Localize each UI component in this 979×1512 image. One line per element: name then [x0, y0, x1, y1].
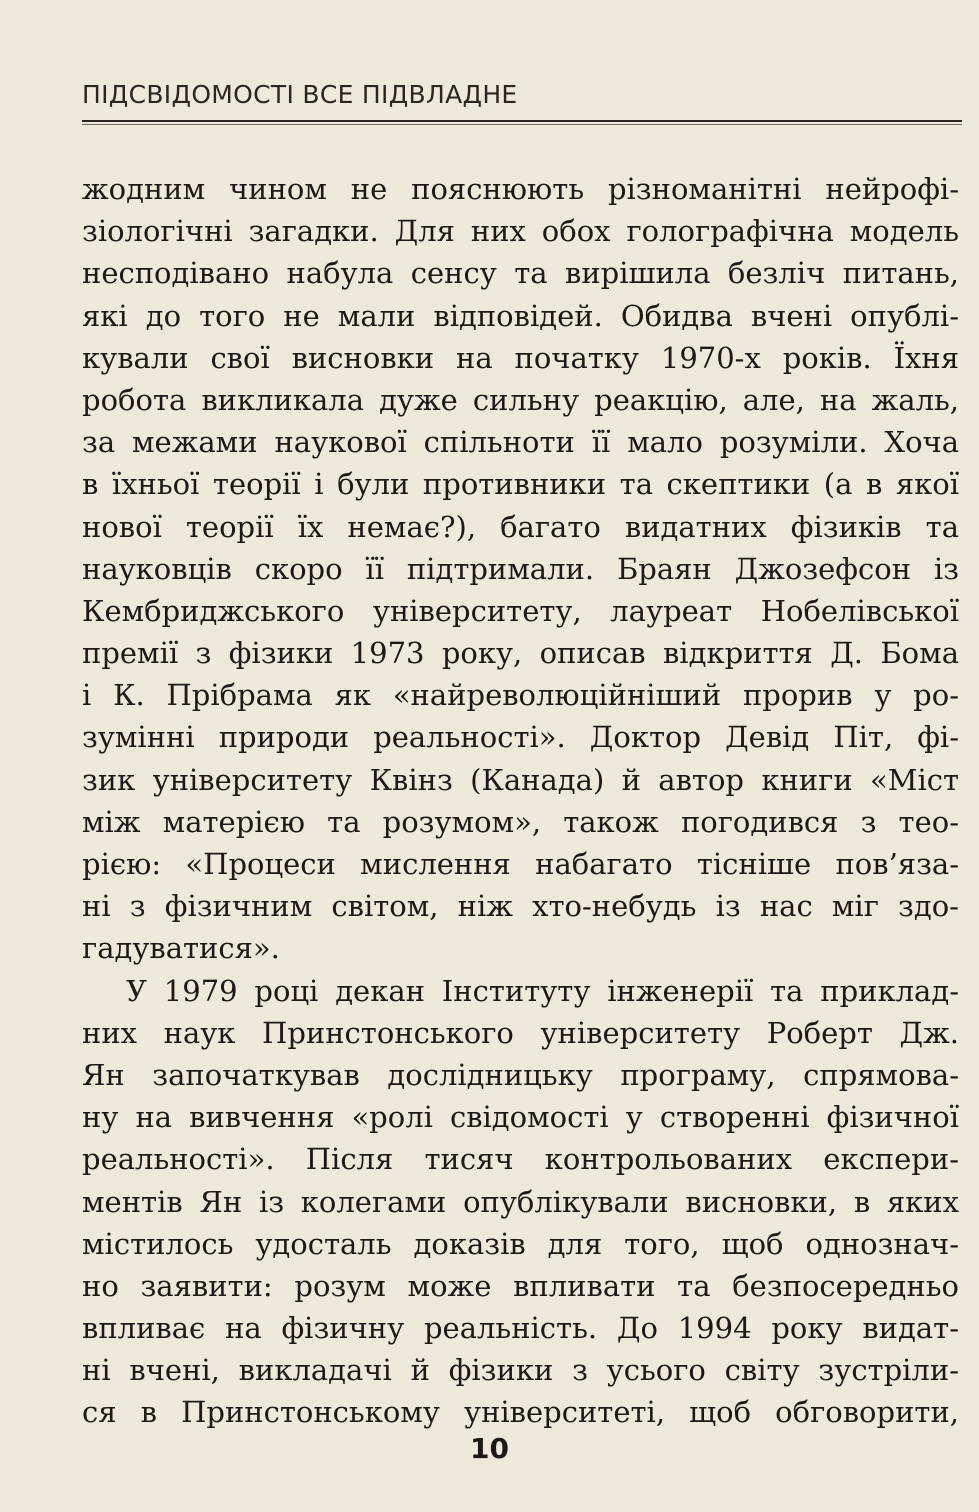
- text-line: які до того не мали відповідей. Обидва вчені опублі-: [82, 298, 959, 333]
- text-line: зумінні природи реальності». Доктор Девід Піт, фі-: [82, 720, 959, 755]
- text-line: премії з фізики 1973 року, описав відкриття Д. Бома: [82, 636, 959, 671]
- text-line: науковців скоро її підтримали. Браян Джозефсон із: [82, 551, 959, 586]
- body-text: [82, 168, 959, 1434]
- text-line: но заявити: розум може впливати та безпосередньо: [82, 1268, 959, 1303]
- text-line: них наук Принстонського університету Роберт Дж.: [82, 1015, 959, 1050]
- running-head: ПІДСВІДОМОСТІ ВСЕ ПІДВЛАДНЕ: [82, 80, 518, 109]
- text-line: ні вчені, викладачі й фізики з усього світу зустріли-: [82, 1353, 959, 1388]
- header-rule-thin: [82, 124, 962, 125]
- text-line: впливає на фізичну реальність. До 1994 року видат-: [82, 1311, 959, 1346]
- text-line: робота викликала дуже сильну реакцію, але, на жаль,: [82, 382, 959, 417]
- text-line: Ян започаткував дослідницьку програму, спрямова-: [82, 1057, 959, 1092]
- page-number: 10: [470, 1432, 509, 1465]
- text-line: ментів Ян із колегами опублікували висновки, в яких: [82, 1184, 959, 1219]
- text-line: рією: «Процеси мислення набагато тісніше пов’яза-: [82, 847, 959, 881]
- text-line: гадуватися».: [82, 931, 280, 966]
- text-line: реальності». Після тисяч контрольованих експери-: [82, 1142, 959, 1177]
- text-line: У 1979 році декан Інституту інженерії та приклад-: [126, 973, 959, 1008]
- text-line: ся в Принстонському університеті, щоб обговорити,: [82, 1395, 959, 1430]
- text-line: ні з фізичним світом, ніж хто-небудь із нас міг здо-: [82, 889, 959, 924]
- text-line: між матерією та розумом», також погодився з тео-: [82, 804, 959, 839]
- paragraph-1: [82, 168, 959, 970]
- text-line: зик університету Квінз (Канада) й автор книги «Міст: [82, 762, 959, 797]
- text-line: ну на вивчення «ролі свідомості у створенні фізичної: [82, 1100, 959, 1135]
- text-line: за межами наукової спільноти її мало розуміли. Хоча: [82, 425, 959, 460]
- text-line: і К. Прібрама як «найреволюційніший прорив у ро-: [82, 678, 959, 713]
- text-line: жодним чином не пояснюють різноманітні нейрофі-: [82, 172, 959, 206]
- text-line: Кембриджського університету, лауреат Нобелівської: [82, 593, 959, 628]
- paragraph-2: [82, 970, 959, 1434]
- text-line: містилось удосталь доказів для того, щоб однознач-: [82, 1226, 959, 1261]
- text-line: нової теорії їх немає?), багато видатних фізиків та: [82, 509, 959, 544]
- text-line: в їхньої теорії і були противники та скептики (а в якої: [82, 467, 959, 502]
- text-line: зіологічні загадки. Для них обох голографічна модель: [82, 214, 959, 249]
- header-rule: [82, 120, 962, 122]
- text-line: несподівано набула сенсу та вирішила безліч питань,: [82, 256, 959, 291]
- text-line: кували свої висновки на початку 1970-х років. Їхня: [82, 340, 959, 375]
